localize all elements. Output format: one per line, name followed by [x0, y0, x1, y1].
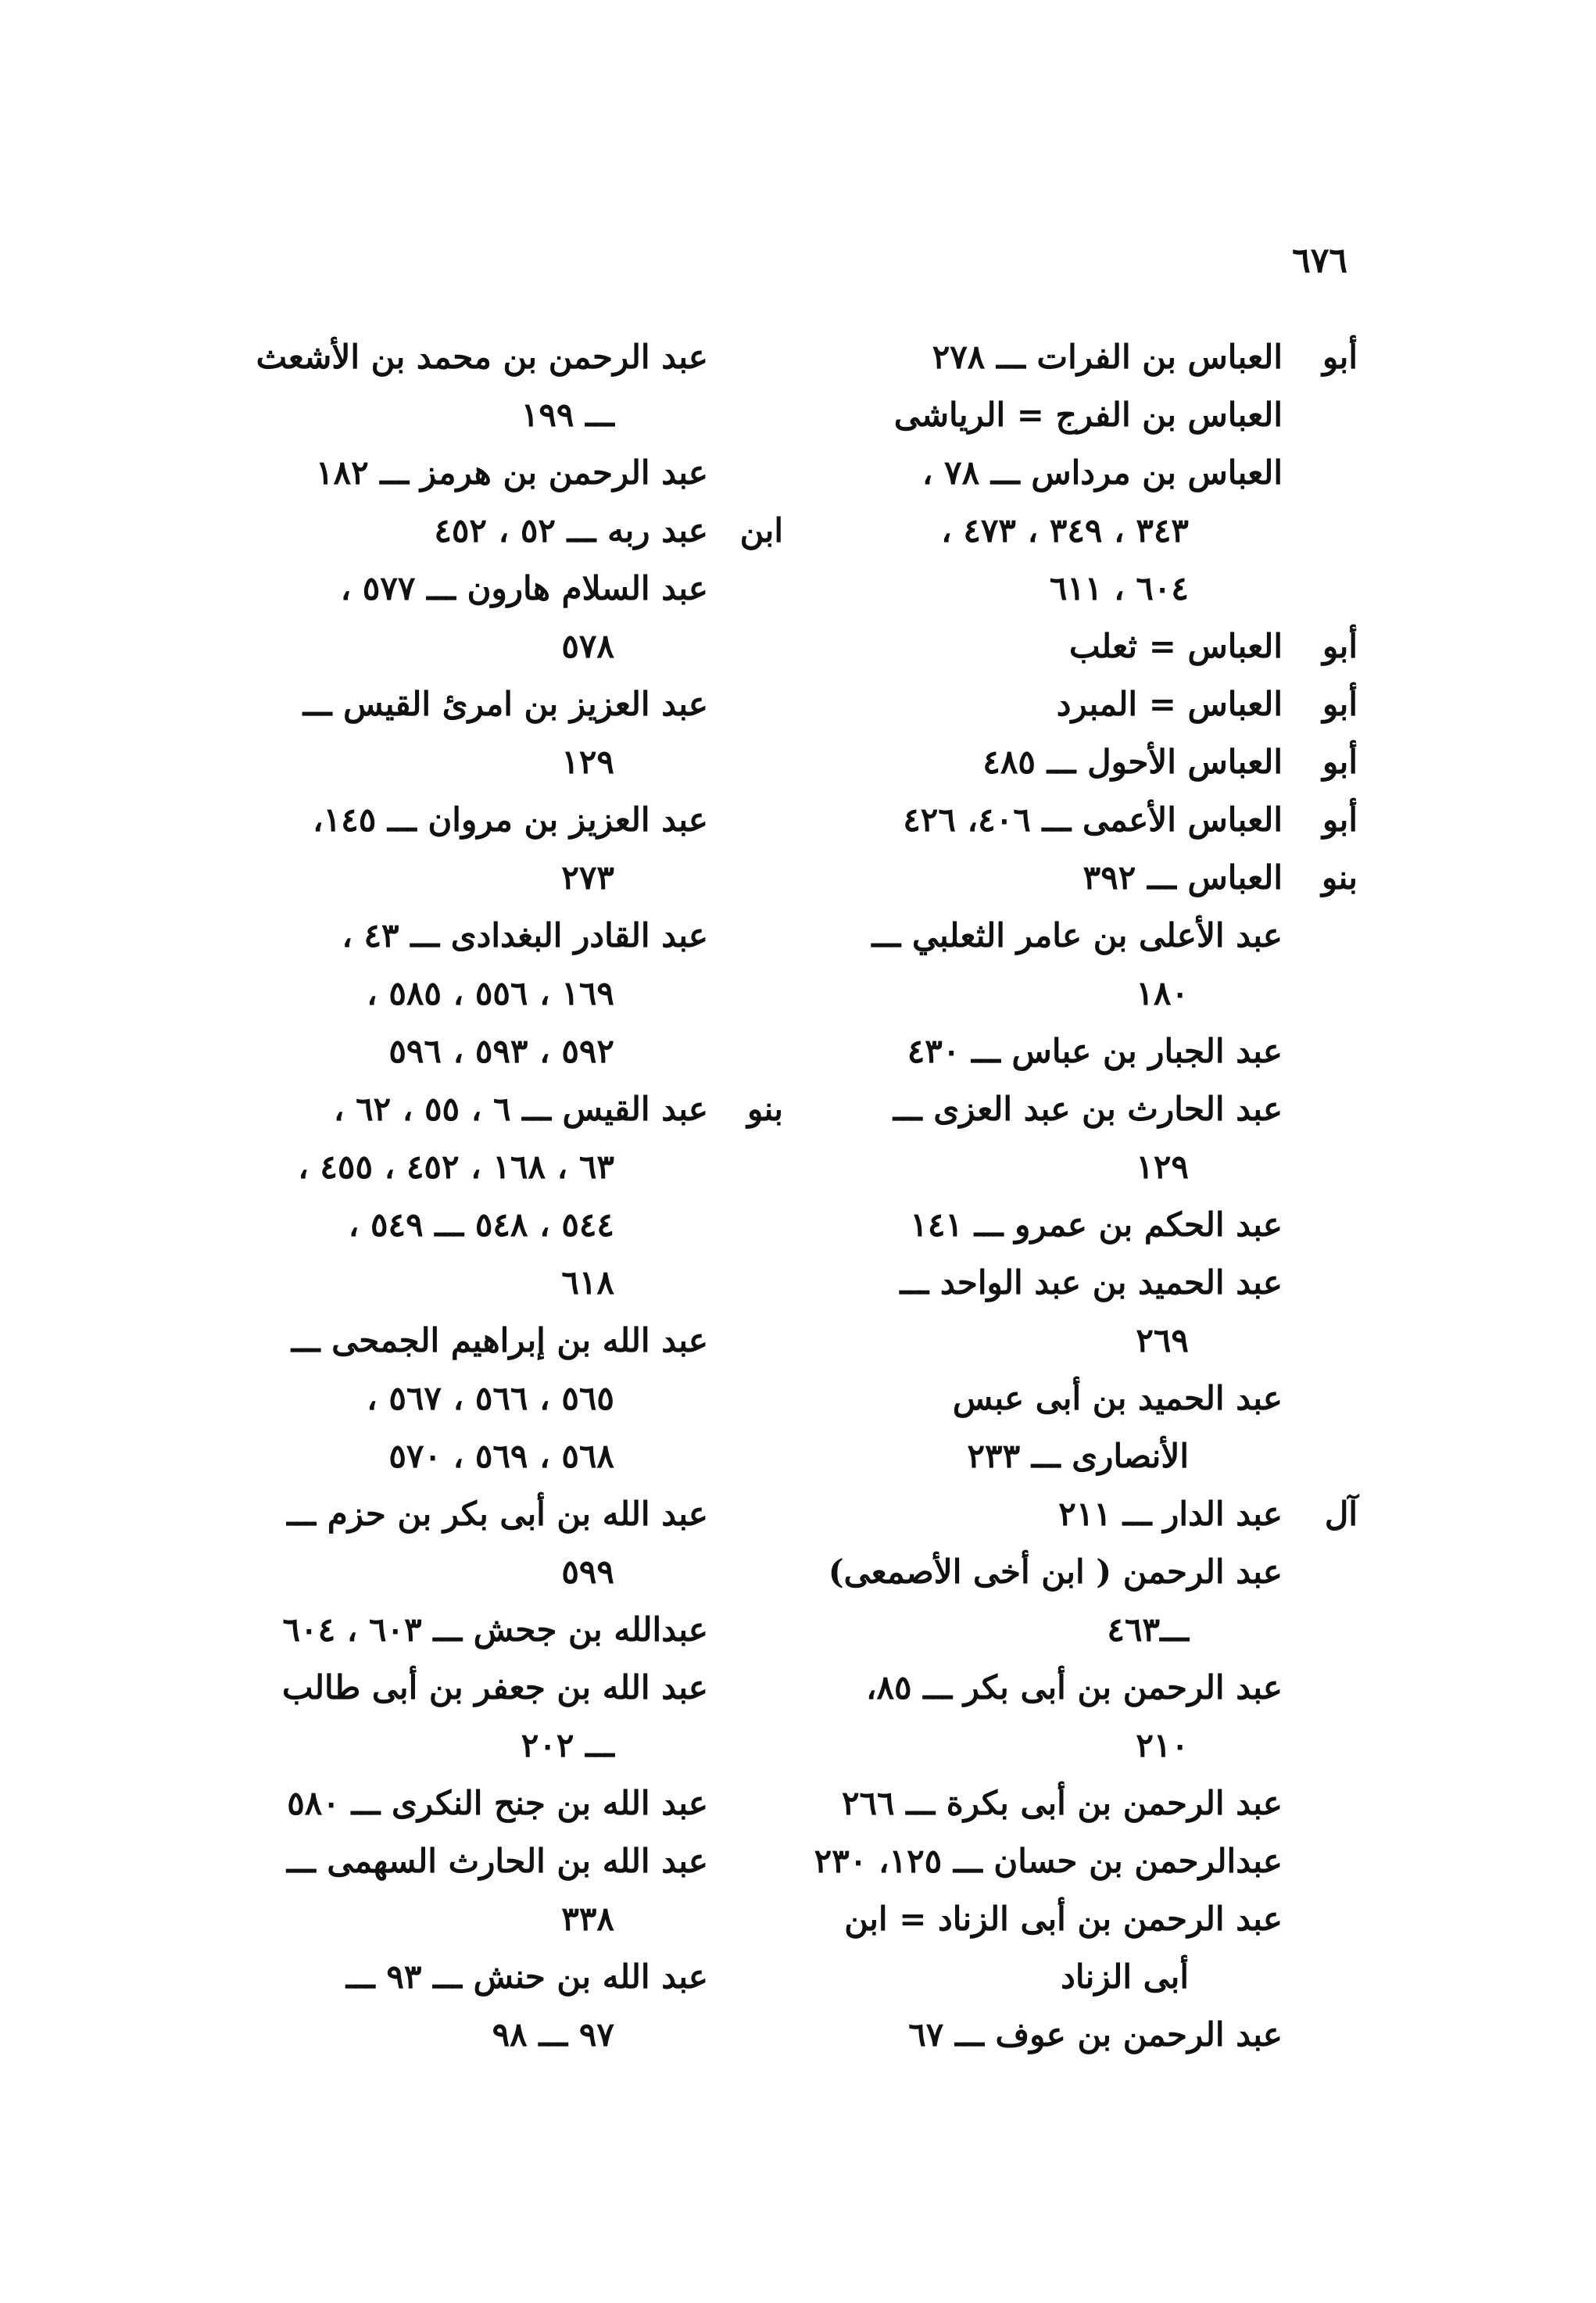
entry-text [811, 1890, 1283, 2006]
entry-prefix: أبو [1322, 800, 1358, 839]
index-entry [811, 1196, 1358, 1254]
entry-prefix: ابن [739, 511, 783, 550]
entry-text [236, 1312, 708, 1485]
index-entry [236, 1775, 783, 1832]
entry-heading-line: عبد الحميد بن عبد الواحد ـــ [900, 1263, 1283, 1302]
index-entry [811, 849, 1358, 907]
index-entry [811, 1485, 1358, 1543]
entry-heading-line: العباس الأحول ـــ ٤٨٥ [982, 743, 1283, 781]
index-entry [236, 1080, 783, 1312]
index-entry [811, 733, 1358, 791]
index-entry [811, 328, 1358, 386]
entry-text [236, 1775, 708, 1832]
entry-heading-line: عبد ربه ـــ ٥٢ ، ٤٥٢ [434, 511, 708, 550]
entry-text [811, 733, 1283, 791]
entry-continuation-line: ١٨٠ [1136, 974, 1189, 1012]
index-entry [236, 791, 783, 907]
index-entry [811, 1775, 1358, 1832]
entry-heading-line: عبد الرحمن بن عوف ـــ ٦٧ [908, 2015, 1283, 2054]
entry-prefix: أبو [1322, 338, 1358, 376]
entry-prefix: بنو [1321, 858, 1358, 897]
index-entry [811, 1370, 1358, 1485]
entry-heading-line: عبد الأعلى بن عامر الثعلبي ـــ [871, 916, 1283, 955]
entry-continuation-line: ٢٦٩ [1136, 1321, 1189, 1359]
entry-heading-line: عبد الله بن أبى بكر بن حزم ـــ [287, 1495, 708, 1533]
entry-text [236, 907, 708, 1080]
entry-text [811, 1775, 1283, 1832]
entry-heading-line: العباس بن الفرج = الرياشى [893, 396, 1283, 434]
entry-heading-line: عبدالرحمن بن حسان ـــ ١٢٥، ٢٣٠ [814, 1842, 1283, 1880]
index-entry [811, 618, 1358, 675]
entry-text [811, 444, 1283, 618]
entry-continuation-line: ـــ ١٩٩ [521, 396, 614, 434]
index-entry [811, 1254, 1358, 1370]
entry-text [811, 907, 1283, 1023]
entry-text [811, 618, 1283, 675]
index-entry [811, 1023, 1358, 1080]
index-entry [236, 1948, 783, 2064]
index-entry [811, 907, 1358, 1023]
index-column-left [236, 328, 783, 2064]
entry-text [793, 1832, 1283, 1890]
index-column-right [811, 328, 1358, 2064]
entry-continuation-line: ٥٧٨ [561, 627, 614, 665]
entry-text [236, 502, 708, 560]
entry-continuation-line: ٦٣ ، ١٦٨ ، ٤٥٢ ، ٤٥٥ ، [298, 1148, 614, 1186]
entry-continuation-line: ٦١٨ [561, 1263, 614, 1302]
entry-heading-line: عبد الله بن الحارث السهمى ـــ [286, 1842, 708, 1880]
entry-heading-line: العباس = المبرد [1056, 685, 1283, 723]
entry-continuation-line: ٥٦٨ ، ٥٦٩ ، ٥٧٠ [388, 1437, 614, 1475]
entry-text [236, 1948, 708, 2064]
entry-prefix: آل [1324, 1495, 1358, 1533]
entry-heading-line: عبد العزيز بن امرئ القيس ـــ [302, 685, 708, 723]
entry-heading-line: عبد الرحمن بن أبى بكرة ـــ ٢٦٦ [841, 1784, 1283, 1822]
entry-heading-line: عبد الحكم بن عمرو ـــ ١٤١ [910, 1205, 1283, 1244]
entry-heading-line: عبد الحميد بن أبى عبس [952, 1379, 1283, 1417]
entry-heading-line: العباس بن الفرات ـــ ٢٧٨ [932, 338, 1283, 376]
entry-text [236, 444, 708, 502]
index-entry [236, 1312, 783, 1485]
entry-text [236, 1080, 708, 1312]
index-entry [811, 386, 1358, 444]
index-entry [236, 1832, 783, 1948]
entry-prefix: أبو [1322, 743, 1358, 781]
index-entry [236, 502, 783, 560]
entry-text [236, 560, 708, 675]
entry-text [811, 791, 1283, 849]
entry-continuation-line: ٩٧ ـــ ٩٨ [492, 2015, 614, 2054]
entry-continuation-line: ٥٤٤ ، ٥٤٨ ـــ ٥٤٩ ، [348, 1205, 614, 1244]
index-entry [811, 1659, 1358, 1775]
entry-text [811, 2006, 1283, 2064]
index-entry [811, 1832, 1358, 1890]
entry-heading-line: عبد الله بن حنش ـــ ٩٣ ـــ [345, 1957, 708, 1996]
index-entry [236, 444, 783, 502]
index-entry [811, 1080, 1358, 1196]
entry-text [236, 1832, 708, 1948]
entry-continuation-line: ٢٧٣ [561, 858, 614, 897]
index-entry [236, 1601, 783, 1659]
entry-continuation-line: ٥٦٥ ، ٥٦٦ ، ٥٦٧ ، [367, 1379, 614, 1417]
index-entry [811, 791, 1358, 849]
entry-text [236, 675, 708, 791]
entry-heading-line: عبدالله بن جحش ـــ ٦٠٣ ، ٦٠٤ [282, 1610, 708, 1649]
entry-prefix: بنو [746, 1090, 783, 1128]
entry-heading-line: عبد الرحمن بن محمد بن الأشعث [256, 338, 708, 376]
entry-text [811, 1370, 1283, 1485]
entry-text [811, 1659, 1283, 1775]
index-entry [811, 1890, 1358, 2006]
entry-text [807, 1543, 1283, 1659]
entry-heading-line: عبد الحارث بن عبد العزى ـــ [893, 1090, 1283, 1128]
entry-text [811, 1080, 1283, 1196]
entry-heading-line: العباس الأعمى ـــ ٤٠٦، ٤٢٦ [903, 800, 1283, 839]
entry-text [811, 1196, 1283, 1254]
index-entry [811, 675, 1358, 733]
entry-text [811, 386, 1283, 444]
entry-continuation-line: ٣٤٣ ، ٣٤٩ ، ٤٧٣ ، [941, 511, 1189, 550]
entry-heading-line: عبد القادر البغدادى ـــ ٤٣ ، [342, 916, 708, 955]
index-entry [811, 444, 1358, 618]
entry-heading-line: عبد الله بن جنح النكرى ـــ ٥٨٠ [287, 1784, 708, 1822]
index-entry [236, 1485, 783, 1601]
entry-text [811, 849, 1283, 907]
index-entry [236, 907, 783, 1080]
entry-continuation-line: ١٢٩ [1136, 1148, 1189, 1186]
index-entry [236, 328, 783, 444]
index-entry [236, 560, 783, 675]
entry-heading-line: عبد الدار ـــ ٢١١ [1058, 1495, 1283, 1533]
entry-continuation-line: ـــ٤٦٣ [1107, 1610, 1189, 1649]
entry-text [236, 1601, 708, 1659]
entry-heading-line: عبد الرحمن بن أبى الزناد = ابن [844, 1900, 1283, 1938]
entry-text [236, 1659, 708, 1775]
entry-heading-line: عبد الرحمن بن هرمز ـــ ١٨٢ [315, 453, 708, 492]
entry-text [811, 675, 1283, 733]
entry-text [811, 1485, 1283, 1543]
entry-text [811, 328, 1283, 386]
entry-heading-line: العباس = ثعلب [1069, 627, 1283, 665]
entry-continuation-line: ـــ ٢٠٢ [521, 1726, 614, 1764]
index-entry [811, 1543, 1358, 1659]
entry-heading-line: العباس بن مرداس ـــ ٧٨ ، [921, 453, 1283, 492]
entry-continuation-line: ٥٩٩ [561, 1553, 614, 1591]
index-entry [236, 1659, 783, 1775]
entry-heading-line: عبد السلام هارون ـــ ٥٧٧ ، [340, 569, 708, 607]
page-number: ٦٧٦ [1292, 241, 1347, 281]
entry-text [236, 1485, 708, 1601]
entry-heading-line: عبد الله بن إبراهيم الجمحى ـــ [291, 1321, 708, 1359]
entry-continuation-line: الأنصارى ـــ ٢٣٣ [967, 1437, 1189, 1475]
entry-prefix: أبو [1322, 627, 1358, 665]
entry-continuation-line: ٥٩٢ ، ٥٩٣ ، ٥٩٦ [388, 1032, 614, 1070]
entry-continuation-line: أبى الزناد [1061, 1957, 1189, 1996]
entry-heading-line: العباس ـــ ٣٩٢ [1082, 858, 1283, 897]
index-entry [811, 2006, 1358, 2064]
entry-continuation-line: ١٦٩ ، ٥٥٦ ، ٥٨٥ ، [367, 974, 614, 1012]
entry-text [811, 1023, 1283, 1080]
entry-heading-line: عبد الرحمن ( ابن أخى الأصمعى) [828, 1553, 1283, 1591]
entry-heading-line: عبد الرحمن بن أبى بكر ـــ ٨٥، [865, 1668, 1283, 1707]
entry-continuation-line: ٣٣٨ [561, 1900, 614, 1938]
entry-continuation-line: ٢١٠ [1136, 1726, 1189, 1764]
entry-heading-line: عبد الله بن جعفر بن أبى طالب [282, 1668, 708, 1707]
entry-heading-line: عبد العزيز بن مروان ـــ ١٤٥، [313, 800, 708, 839]
entry-prefix: أبو [1322, 685, 1358, 723]
entry-continuation-line: ١٢٩ [561, 743, 614, 781]
entry-text [236, 791, 708, 907]
entry-text [234, 328, 708, 444]
entry-continuation-line: ٦٠٤ ، ٦١١ [1049, 569, 1189, 607]
entry-heading-line: عبد القيس ـــ ٦ ، ٥٥ ، ٦٢ ، [333, 1090, 708, 1128]
entry-heading-line: عبد الجبار بن عباس ـــ ٤٣٠ [907, 1032, 1283, 1070]
entry-text [811, 1254, 1283, 1370]
index-entry [236, 675, 783, 791]
